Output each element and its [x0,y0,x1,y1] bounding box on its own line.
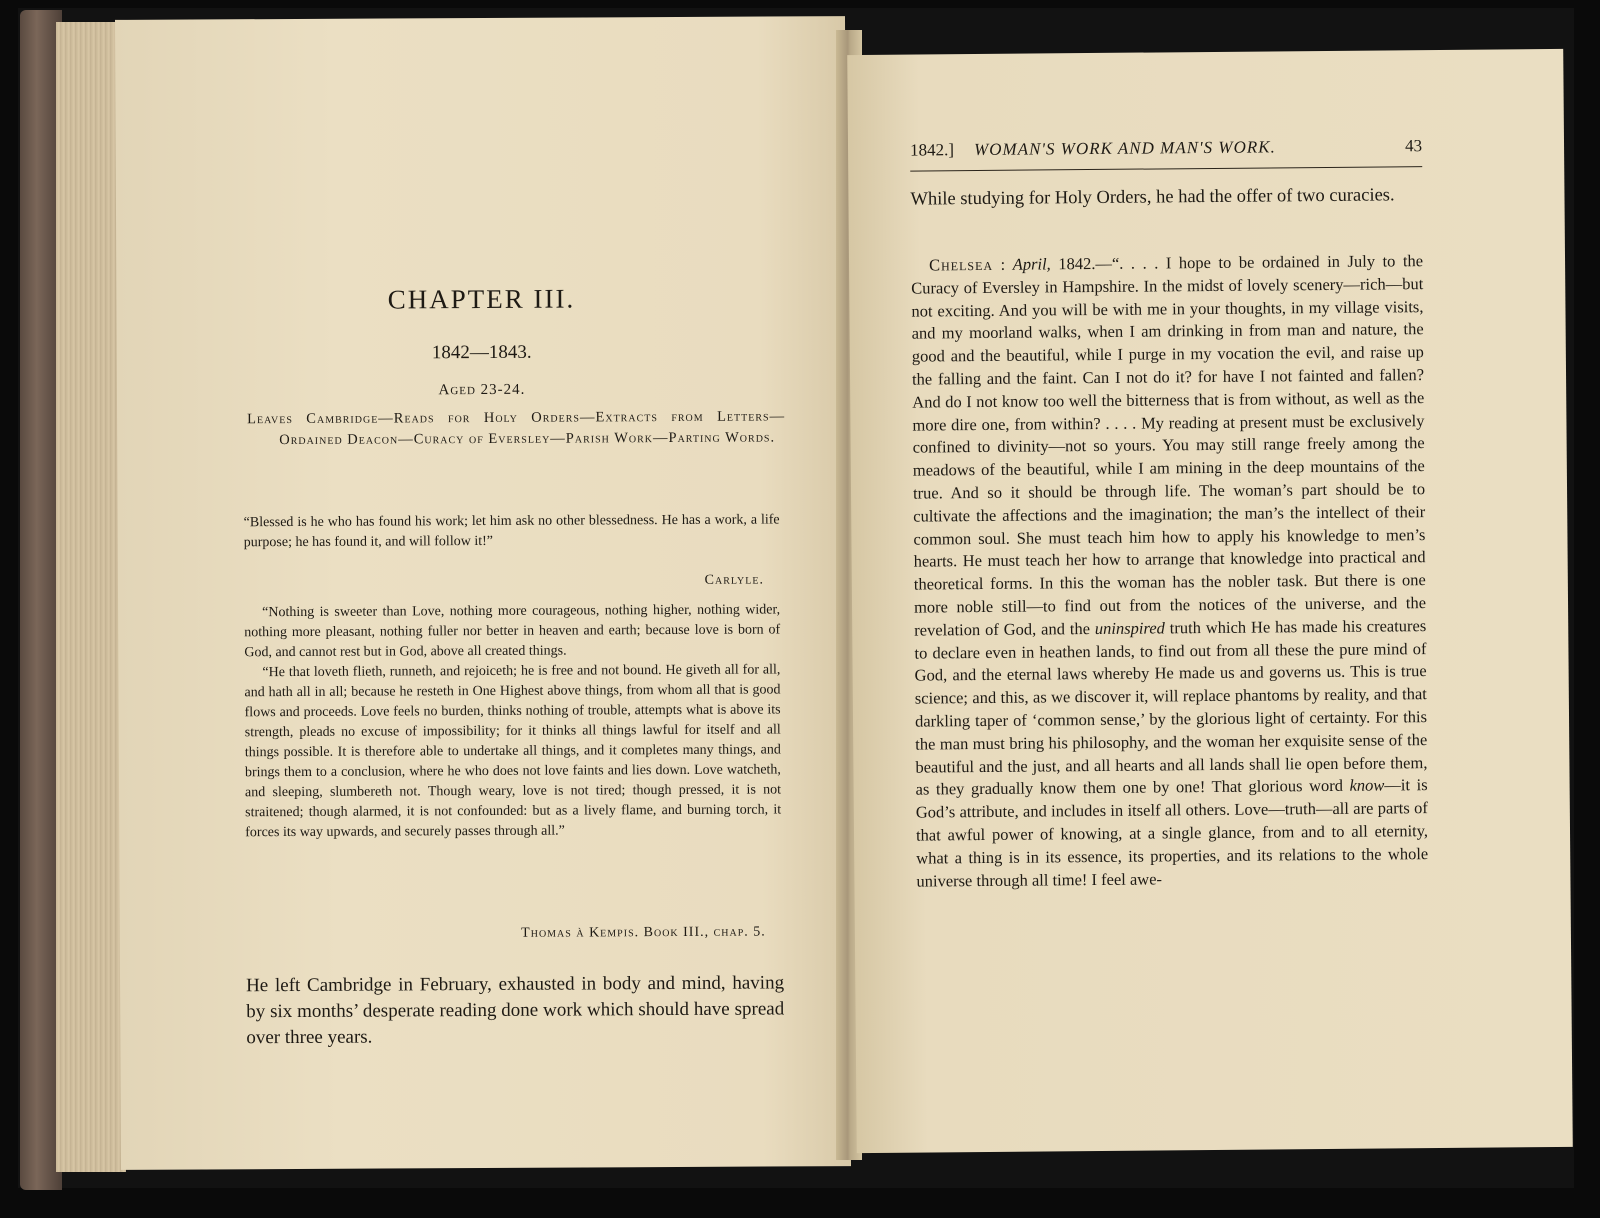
left-page [115,16,851,1170]
letter-year: 1842.—“. . . . [1058,253,1159,274]
epigraph-attribution-kempis: Thomas à Kempis. Book III., chap. 5. [521,924,766,941]
intro-paragraph: While studying for Holy Orders, he had the offer of two curacies. [910,185,1395,210]
page-number: 43 [1404,136,1423,156]
letter-place: Chelsea [928,254,994,275]
chapter-opening-text: He left Cambridge in February, exhausted in body and mind, having by six months’ desperate reading done work which should have spread over three years. [245,972,785,1049]
letter-date: April, [1012,254,1051,274]
epigraph-carlyle: “Blessed is he who has found his work; let him ask no other blessedness. He has a work, a life purpose; he has found it, and will follow it!” [243,512,780,551]
letter-text-2: truth which He has made his creatures to declare even in heathen lands, to find out from all these the pure mind of God, and the eternal laws whereby He made us and governs us. This is true science; and this, as we discover it, will replace phantoms by reality, and that darkling taper of ‘common sense,’ by the glorious light of certainty. For this the man must bring his philosophy, and the woman her exquisite sense of the beautiful and the just, and all hearts and all lands shall lie open before them, as they gradually know them one by one! That glorious word [914,615,1428,799]
chapter-aged: Aged 23-24. [438,381,526,399]
epigraph-kempis [244,600,781,843]
letter-paragraph: Chelsea : April, 1842.—“. . . . I hope to be ordained in July to the Curacy of Eversley in Hampshire. In the midst of lovely scenery—rich—but not exciting. And you will be with me in your thoughts, in my village visits, and my moorland walks, when I am drinking in from man and nature, the good and the beautiful, while I purge in my vocation the evil, and raise up the falling and the faint. Can I not do it? for have I not fainted and fallen? And do I not know too well the bitterness that is from without, as well as the more dire one, from within? . . . . My reading at present must be exclusively confined to divinity—not so yours. You may still range freely among the meadows of the beautiful, while I am mining in the deep mountains of the true. And so it should be through life. The woman’s part should be to cultivate the affections and the imagination; the man’s the intellect of their common soul. She must teach him how to apply his knowledge to men’s hearts. He must teach her how to arrange that knowledge into practical and theoretical forms. In this the woman has the nobler task. But there is one more noble still—to find out from the notices of the universe, and the revelation of God, and the uninspired truth which He has made his creatures to declare even in heathen lands, to find out from all these the pure mind of God, and the eternal laws whereby He made us and governs us. This is true science; and this, as we discover it, will replace phantoms by reality, and that darkling taper of ‘common sense,’ by the glorious light of certainty. For this the man must bring his philosophy, and the woman her exquisite sense of the beautiful and the just, and all hearts and all lands shall lie open before them, as they gradually know them one by one! That glorious word know—it is God’s attribute, and includes in itself all others. Love—truth—all are parts of that awful power of knowing, at a single glance, from and to all eternity, what a thing is in its essence, its properties, and its relations to the whole universe through all time! I feel awe- [911,251,1429,891]
letter-text-3: —it is God’s attribute, and includes in itself all others. Love—truth—all are parts of that awful power of knowing, at a single glance, from and to all eternity, what a thing is in its essence, its properties, and its relations to the whole universe through all time! I feel awe- [915,775,1429,891]
epigraph-attribution-carlyle: Carlyle. [704,572,764,588]
chapter-summary: Leaves Cambridge—Reads for Holy Orders—Extracts from Letters—Ordained Deacon—Curacy of Eversley—Parish Work—Parting Words. [247,408,786,449]
running-head-year: 1842.] [909,140,955,160]
running-head [910,136,1422,171]
running-head-title: WOMAN'S WORK AND MAN'S WORK. [973,137,1276,160]
epigraph-kempis-paragraph-1: “Nothing is sweeter than Love, nothing more courageous, nothing higher, nothing wider, nothing more pleasant, nothing fuller nor better in heaven and earth; because love is born of God, and cannot rest but in God, above all created things. [244,602,781,661]
epigraph-kempis-paragraph-2: “He that loveth flieth, runneth, and rejoiceth; he is free and not bound. He giveth all for all, and hath all in all; because he resteth in One Highest above things, from whom all that is good flows and proceeds. Love feels no burden, thinks nothing of trouble, attempts what is above its strength, pleads no excuse of impossibility; for it thinks all things lawful for itself and all things possible. It is therefore able to undertake all things, and it completes many things, and brings them to a conclusion, where he who does not love faints and lies down. Love watcheth, and sleeping, slumbereth not. Though weary, love is not tired; though pressed, it is not straitened; though alarmed, it is not confounded: but as a lively flame, and burning torch, it forces its way upwards, and securely passes through all.” [244,662,782,841]
chapter-title: CHAPTER III. [387,283,576,315]
letter-italic-uninspired: uninspired [1094,618,1165,638]
chapter-years: 1842—1843. [431,341,532,364]
right-page [847,49,1573,1153]
letter-italic-know: know [1349,775,1385,796]
letter-text-1: I hope to be ordained in July to the Curacy of Eversley in Hampshire. In the midst of lovely scenery—rich—but not exciting. And you will be with me in your thoughts, in my village visits, and my moorland walks, when I am drinking in from man and nature, the good and the beautiful, while I purge in my vocation the evil, and raise up the falling and the faint. Can I not do it? for have I not fainted and fallen? And do I not know too well the bitterness that is from without, as well as the more dire one, from within? . . . . My reading at present must be exclusively confined to divinity—not so yours. You may still range freely among the meadows of the beautiful, while I am mining in the deep mountains of the true. And so it should be through life. The woman’s part should be to cultivate the affections and the imagination; the man’s the intellect of their common soul. She must teach him how to apply his knowledge to men’s hearts. He must teach her how to arrange that knowledge into practical and theoretical forms. In this the woman has the nobler task. But there is one more noble still—to find out from the notices of the universe, and the revelation of God, and the [911,251,1427,640]
